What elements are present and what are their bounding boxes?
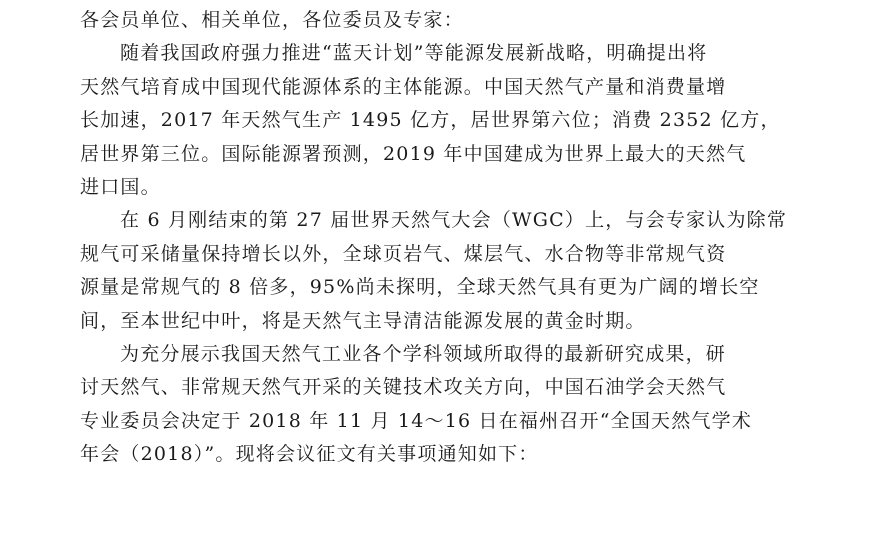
paragraph-line: 随着我国政府强力推进“蓝天计划”等能源发展新战略，明确提出将 <box>120 42 708 65</box>
paragraph-line: 在 6 月刚结束的第 27 届世界天然气大会（WGC）上，与会专家认为除常 <box>120 209 788 232</box>
paragraph-line: 长加速，2017 年天然气生产 1495 亿方，居世界第六位；消费 2352 亿方， <box>80 109 781 132</box>
paragraph-line: 间，至本世纪中叶，将是天然气主导清洁能源发展的黄金时期。 <box>80 309 646 332</box>
paragraph-2 <box>80 204 795 338</box>
paragraph-1 <box>80 37 795 204</box>
paragraph-line: 天然气培育成中国现代能源体系的主体能源。中国天然气产量和消费量增 <box>80 75 727 98</box>
document-page <box>80 0 795 535</box>
paragraph-3 <box>80 338 795 472</box>
paragraph-line: 年会（2018）”。现将会议征文有关事项通知如下： <box>80 443 539 466</box>
paragraph-line: 规气可采储量保持增长以外，全球页岩气、煤层气、水合物等非常规气资 <box>80 242 727 265</box>
salutation: 各会员单位、相关单位，各位委员及专家： <box>80 9 464 31</box>
paragraph-line: 源量是常规气的 8 倍多，95%尚未探明，全球天然气具有更为广阔的增长空 <box>80 276 760 299</box>
paragraph-line: 讨天然气、非常规天然气开采的关键技术攻关方向，中国石油学会天然气 <box>80 376 727 399</box>
paragraph-line: 专业委员会决定于 2018 年 11 月 14～16 日在福州召开“全国天然气学术 <box>80 409 753 432</box>
paragraph-line: 居世界第三位。国际能源署预测，2019 年中国建成为世界上最大的天然气 <box>80 142 747 165</box>
paragraph-line: 进口国。 <box>80 175 161 198</box>
paragraph-line: 为充分展示我国天然气工业各个学科领域所取得的最新研究成果，研 <box>120 342 727 365</box>
